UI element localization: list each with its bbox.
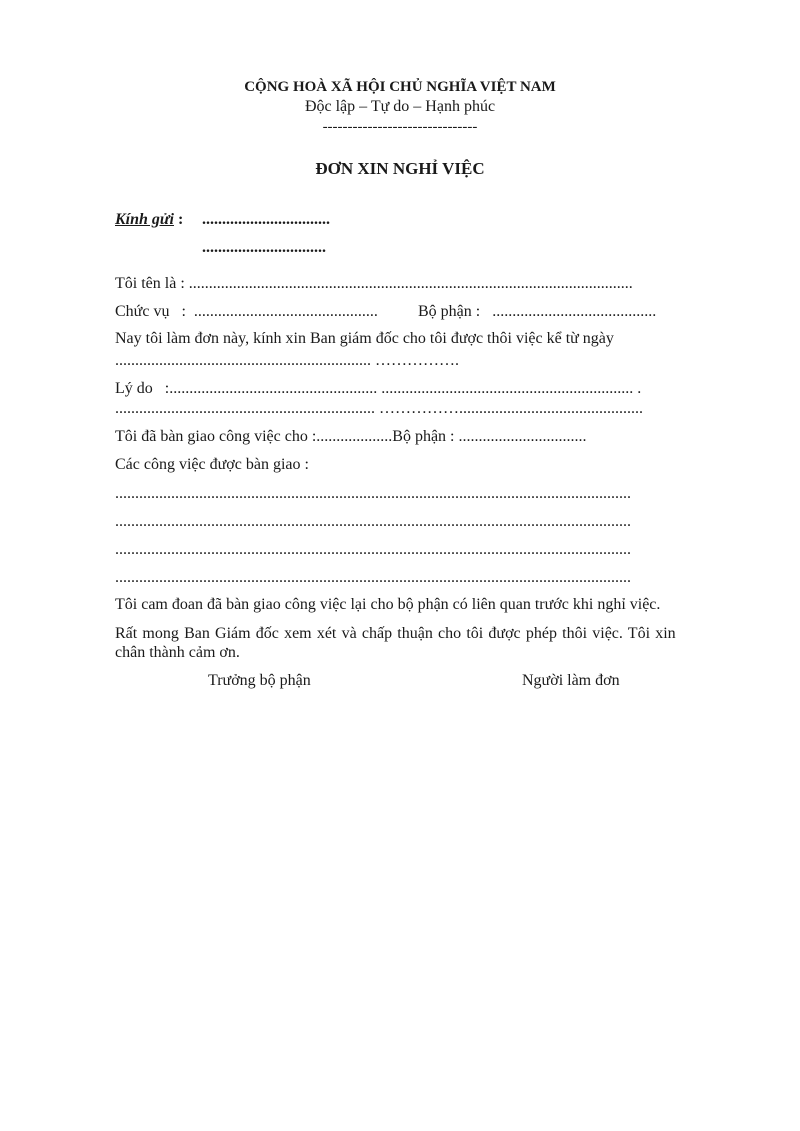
request-text: Nay tôi làm đơn này, kính xin Ban giám đốc cho tôi được thôi việc kể từ ngày [115,330,614,347]
position-field: Chức vụ : .............................................. [115,303,378,320]
handover-tasks-label: Các công việc được bàn giao : [115,456,309,473]
signature-applicant-label: Người làm đơn [522,672,620,689]
motto: Độc lập – Tự do – Hạnh phúc [304,98,496,115]
commitment-text: Tôi cam đoan đã bàn giao công việc lại cho bộ phận có liên quan trước khi nghỉ việc. [115,596,661,613]
nation-header: CỘNG HOÀ XÃ HỘI CHỦ NGHĨA VIỆT NAM [244,79,556,95]
reason-field: Lý do :.................................................... ............................................................... . [115,380,642,397]
name-field: Tôi tên là : ............................................................................................................... [115,275,633,292]
task-line: ................................................................................................................................. [115,541,631,558]
handover-to-field: Tôi đã bàn giao công việc cho :...................Bộ phận : ................................ [115,428,587,445]
recipient-label-group [115,211,183,229]
department-field: Bộ phận : ......................................... [418,303,657,320]
signature-head-label: Trưởng bộ phận [208,672,311,689]
recipient-colon: : [173,211,184,228]
task-line: ................................................................................................................................. [115,569,631,586]
recipient-line-1: ................................ [202,211,330,228]
page-title: ĐƠN XIN NGHỈ VIỆC [315,159,485,178]
task-line: ................................................................................................................................. [115,513,631,530]
recipient-label: Kính gửi [115,211,174,228]
request-approval-line-2: chân thành cảm ơn. [115,644,240,661]
request-date-line: ................................................................ ……………. [115,352,459,369]
recipient-line-2: ............................... [202,239,326,256]
header-separator: ------------------------------- [322,119,478,135]
task-line: ................................................................................................................................. [115,485,631,502]
reason-continuation: ................................................................. …………….............................................. [115,400,643,417]
request-approval-line-1: Rất mong Ban Giám đốc xem xét và chấp thuận cho tôi được phép thôi việc. Tôi xin [115,625,676,642]
